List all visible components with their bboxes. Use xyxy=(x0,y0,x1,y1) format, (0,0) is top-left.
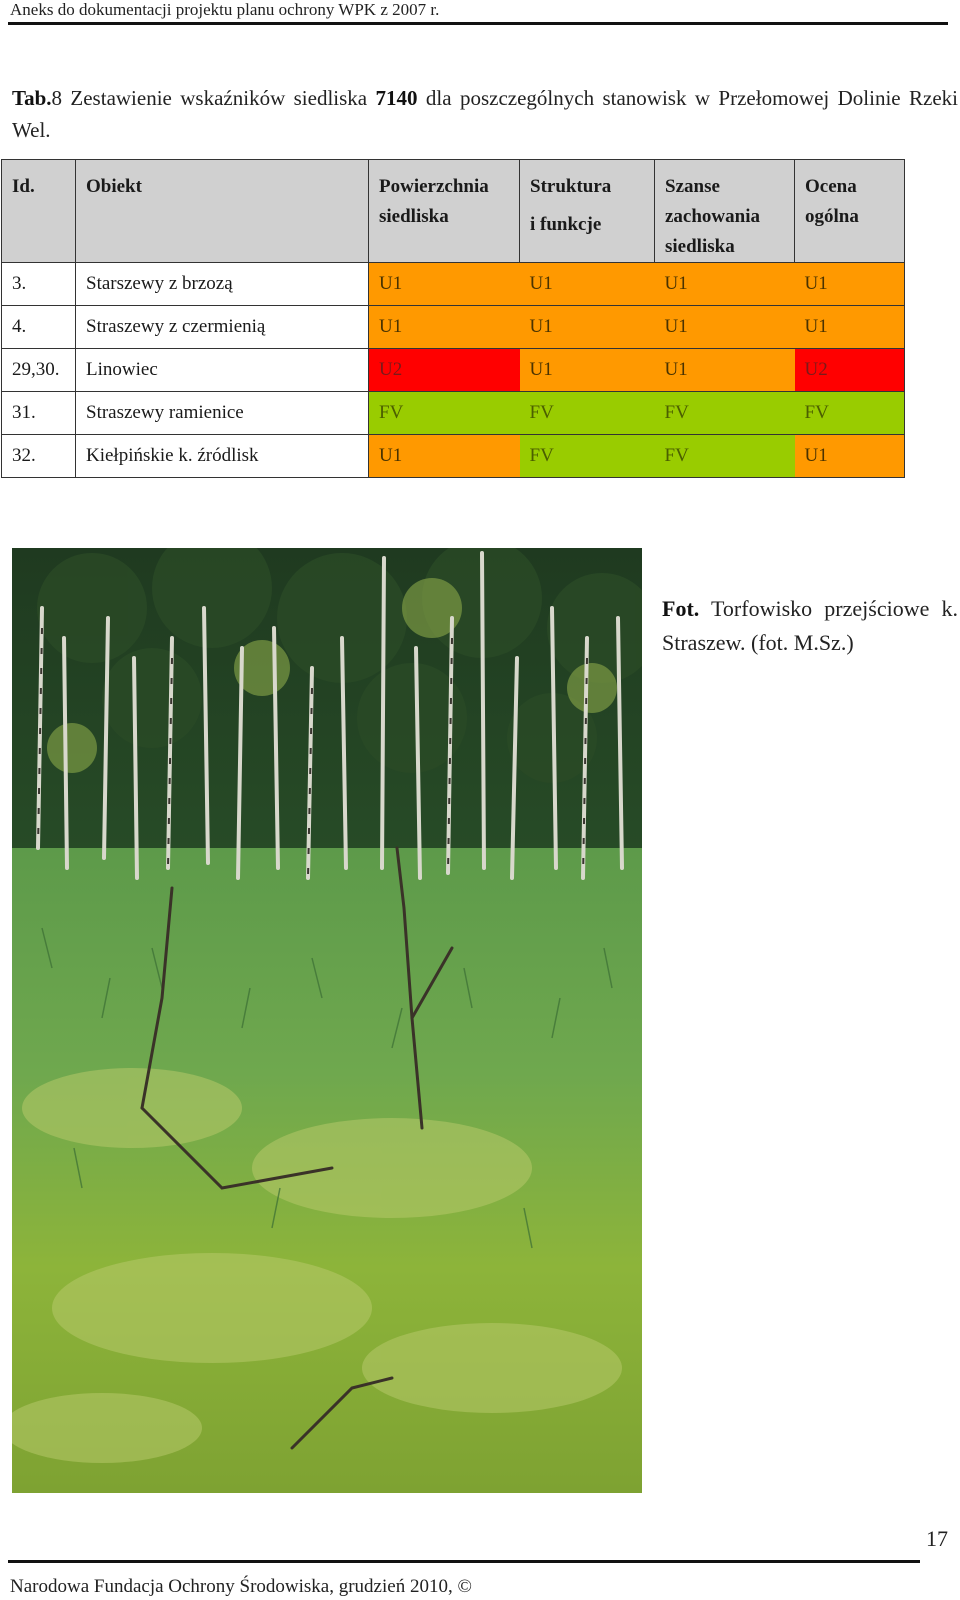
cell-ocena: U1 xyxy=(795,263,905,306)
cell-obiekt: Starszewy z brzozą xyxy=(76,263,369,306)
cell-struktura: U1 xyxy=(520,263,655,306)
cell-id: 32. xyxy=(2,435,76,478)
cell-id: 3. xyxy=(2,263,76,306)
table-header-row xyxy=(2,160,905,263)
cell-ocena: U2 xyxy=(795,349,905,392)
cell-struktura: U1 xyxy=(520,349,655,392)
header-szanse: Szanse zachowania siedliska xyxy=(655,160,795,263)
caption-text-before: Zestawienie wskaźników siedliska xyxy=(62,86,376,110)
bog-landscape-image xyxy=(12,548,642,1493)
photo-caption xyxy=(662,592,958,660)
table-row xyxy=(2,263,905,306)
cell-ocena: U1 xyxy=(795,306,905,349)
caption-label: Tab. xyxy=(12,86,52,110)
cell-ocena: U1 xyxy=(795,435,905,478)
cell-struktura: FV xyxy=(520,392,655,435)
cell-struktura: U1 xyxy=(520,306,655,349)
header-divider xyxy=(8,22,948,25)
footer-text: Narodowa Fundacja Ochrony Środowiska, grudzień 2010, © xyxy=(10,1576,472,1597)
cell-id: 31. xyxy=(2,392,76,435)
header-obiekt: Obiekt xyxy=(76,160,369,263)
cell-ocena: FV xyxy=(795,392,905,435)
photo-caption-label: Fot. xyxy=(662,596,700,621)
table-row xyxy=(2,392,905,435)
photo-caption-text: Torfowisko przejściowe k. Straszew. (fot. M.Sz.) xyxy=(662,596,958,655)
table-caption xyxy=(12,82,958,146)
header-id: Id. xyxy=(2,160,76,263)
cell-powierzchnia: U1 xyxy=(369,435,520,478)
cell-szanse: FV xyxy=(655,392,795,435)
cell-powierzchnia: U1 xyxy=(369,306,520,349)
table-row xyxy=(2,306,905,349)
cell-szanse: U1 xyxy=(655,349,795,392)
cell-id: 4. xyxy=(2,306,76,349)
caption-number: 8 xyxy=(51,86,63,110)
caption-habitat-code: 7140 xyxy=(375,86,418,110)
header-powierzchnia: Powierzchnia siedliska xyxy=(369,160,520,263)
table-row xyxy=(2,349,905,392)
cell-struktura: FV xyxy=(520,435,655,478)
cell-obiekt: Kiełpińskie k. źródlisk xyxy=(76,435,369,478)
cell-obiekt: Straszewy ramienice xyxy=(76,392,369,435)
footer-divider xyxy=(8,1560,920,1563)
table-row xyxy=(2,435,905,478)
cell-obiekt: Straszewy z czermienią xyxy=(76,306,369,349)
cell-szanse: U1 xyxy=(655,306,795,349)
running-header: Aneks do dokumentacji projektu planu ochrony WPK z 2007 r. xyxy=(10,0,440,19)
header-ocena: Ocena ogólna xyxy=(795,160,905,263)
habitat-indicators-table xyxy=(1,159,905,478)
bog-photo xyxy=(12,548,642,1493)
page-number: 17 xyxy=(926,1526,948,1551)
cell-id: 29,30. xyxy=(2,349,76,392)
cell-szanse: U1 xyxy=(655,263,795,306)
cell-powierzchnia: U1 xyxy=(369,263,520,306)
cell-powierzchnia: U2 xyxy=(369,349,520,392)
header-struktura: Struktura i funkcje xyxy=(520,160,655,263)
cell-obiekt: Linowiec xyxy=(76,349,369,392)
caption-text-after: dla poszczególnych stanowisk w Przełomowej Dolinie Rzeki Wel. xyxy=(12,86,959,142)
cell-powierzchnia: FV xyxy=(369,392,520,435)
cell-szanse: FV xyxy=(655,435,795,478)
